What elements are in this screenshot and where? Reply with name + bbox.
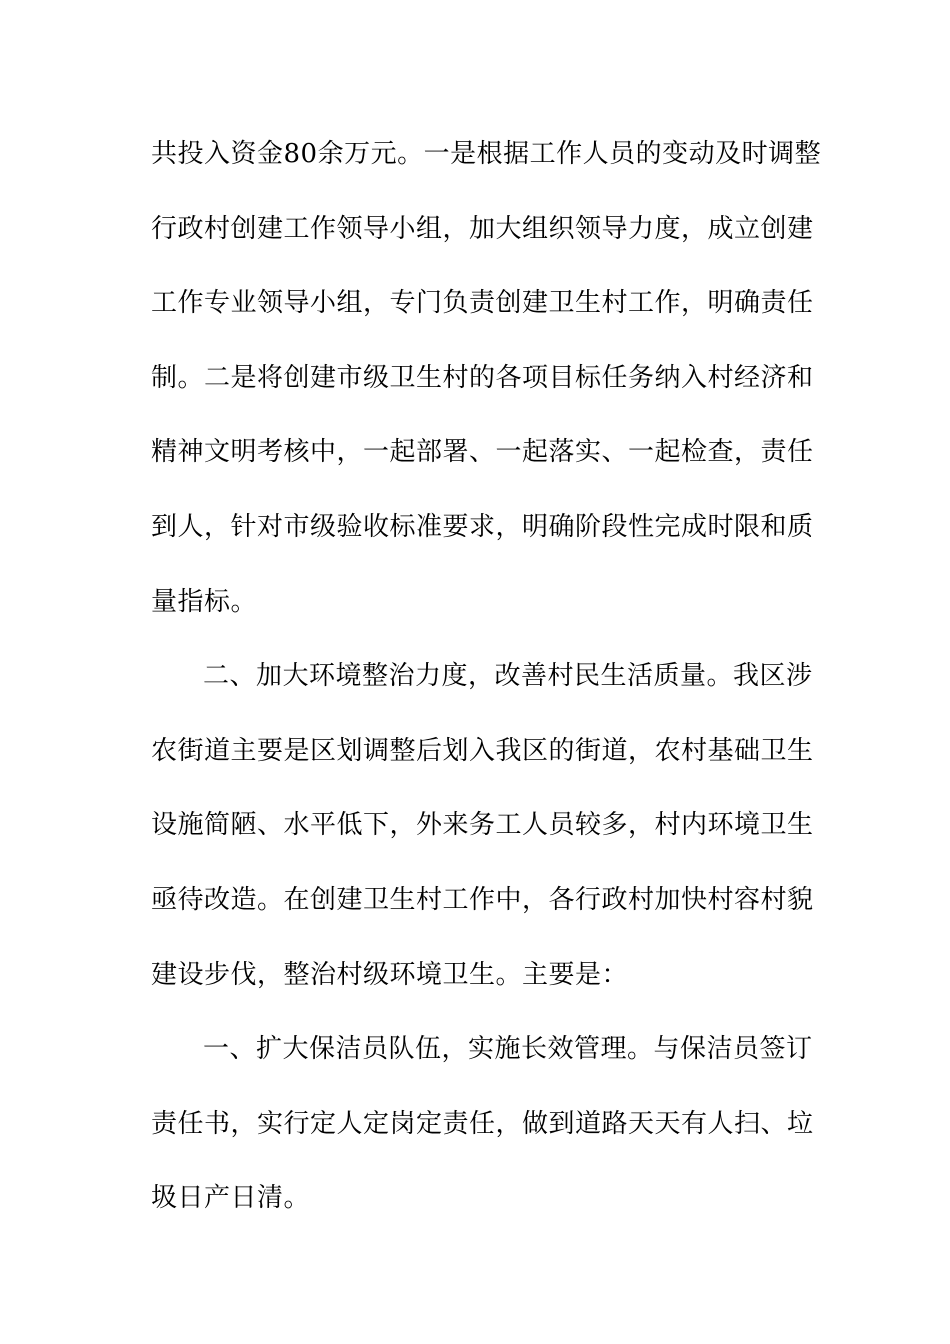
- text-line: 行政村创建工作领导小组，加大组织领导力度，成立创建: [151, 213, 814, 244]
- text-line: 设施简陋、水平低下，外来务工人员较多，村内环境卫生: [151, 810, 814, 841]
- text-line: 共投入资金80余万元。一是根据工作人员的变动及时调整: [151, 139, 822, 169]
- text-line: 量指标。: [151, 586, 258, 617]
- document-body: [151, 132, 822, 1251]
- text-line: 圾日产日清。: [151, 1183, 311, 1214]
- text-line: 建设步伐，整治村级环境卫生。主要是：: [151, 959, 629, 990]
- text-line: 农街道主要是区划调整后划入我区的街道，农村基础卫生: [151, 735, 814, 766]
- text-line: 精神文明考核中，一起部署、一起落实、一起检查，责任: [151, 437, 814, 468]
- paragraph-start-line: 二、加大环境整治力度，改善村民生活质量。我区涉: [203, 661, 813, 692]
- text-line: 工作专业领导小组，专门负责创建卫生村工作，明确责任: [151, 288, 814, 319]
- text-line: 亟待改造。在创建卫生村工作中，各行政村加快村容村貌: [151, 884, 814, 915]
- text-line: 到人，针对市级验收标准要求，明确阶段性完成时限和质: [151, 511, 814, 542]
- paragraph-start-line: 一、扩大保洁员队伍，实施长效管理。与保洁员签订: [203, 1034, 813, 1065]
- text-line: 责任书，实行定人定岗定责任，做到道路天天有人扫、垃: [151, 1108, 814, 1139]
- text-line: 制。二是将创建市级卫生村的各项目标任务纳入村经济和: [151, 362, 814, 393]
